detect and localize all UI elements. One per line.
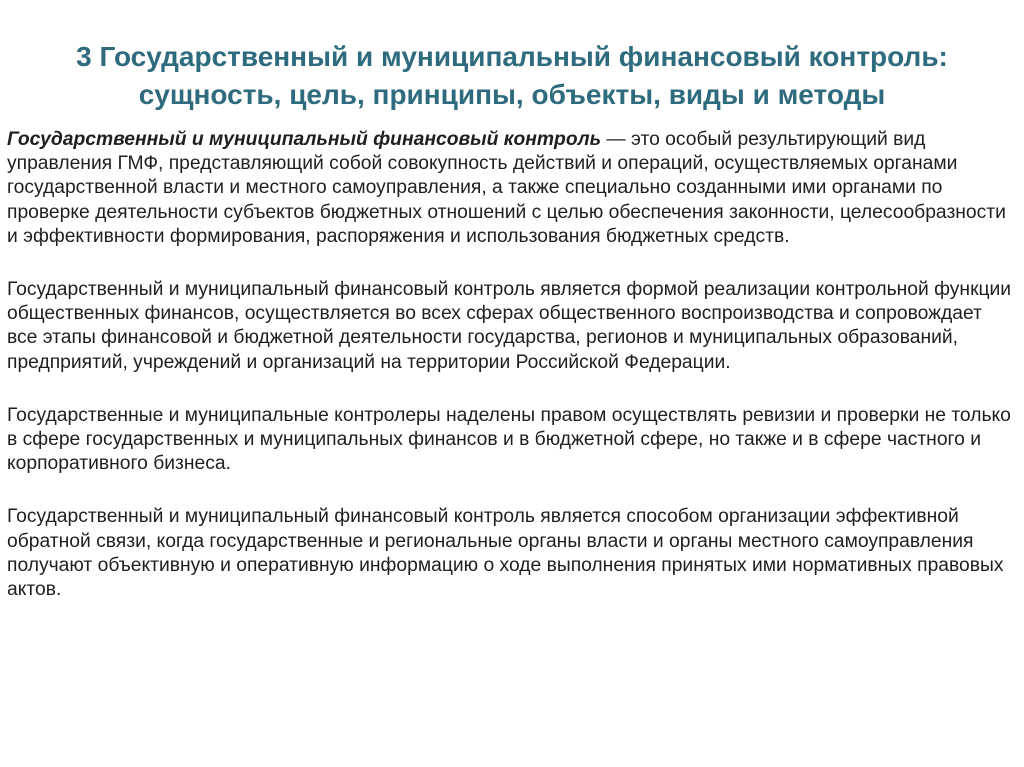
paragraph-feedback: Государственный и муниципальный финансовый контроль является способом организации эффективной обратной связи, когда государственные и региональные органы власти и органы местного самоуправления получают объективную и оперативную информацию о ходе выполнения принятых ими нормативных правовых актов. [7,506,1004,601]
slide-title-line-1: 3 Государственный и муниципальный финансовый контроль: [76,41,948,72]
paragraph-form-of-control: Государственный и муниципальный финансовый контроль является формой реализации контрольной функции общественных финансов, осуществляется во всех сферах общественного воспроизводства и сопровождает все этапы финансовой и бюджетной деятельности государства, регионов и муниципальных образований, предприятий, учреждений и организаций на территории Российской Федерации. [7,279,1012,373]
paragraph-controllers-rights: Государственные и муниципальные контролеры наделены правом осуществлять ревизии и проверки не только в сфере государственных и муниципальных финансов и в бюджетной сфере, но также и в сфере частного и корпоративного бизнеса. [7,404,1011,475]
slide-body [7,128,1017,631]
slide-title-line-2: сущность, цель, принципы, объекты, виды и методы [138,79,886,110]
slide-title [40,38,984,114]
definition-text: — это особый результирующий вид управления ГМФ, представляющий собой совокупность действий и операций, осуществляемых органами государственной власти и местного самоуправления, а также специально созданными ими органами по проверке деятельности субъектов бюджетных отношений с целью обеспечения законности, целесообразности и эффективности формирования, распоряжения и использования бюджетных средств. [7,129,1006,247]
defined-term: Государственный и муниципальный финансовый контроль [7,129,602,150]
paragraph-definition [7,128,1017,249]
